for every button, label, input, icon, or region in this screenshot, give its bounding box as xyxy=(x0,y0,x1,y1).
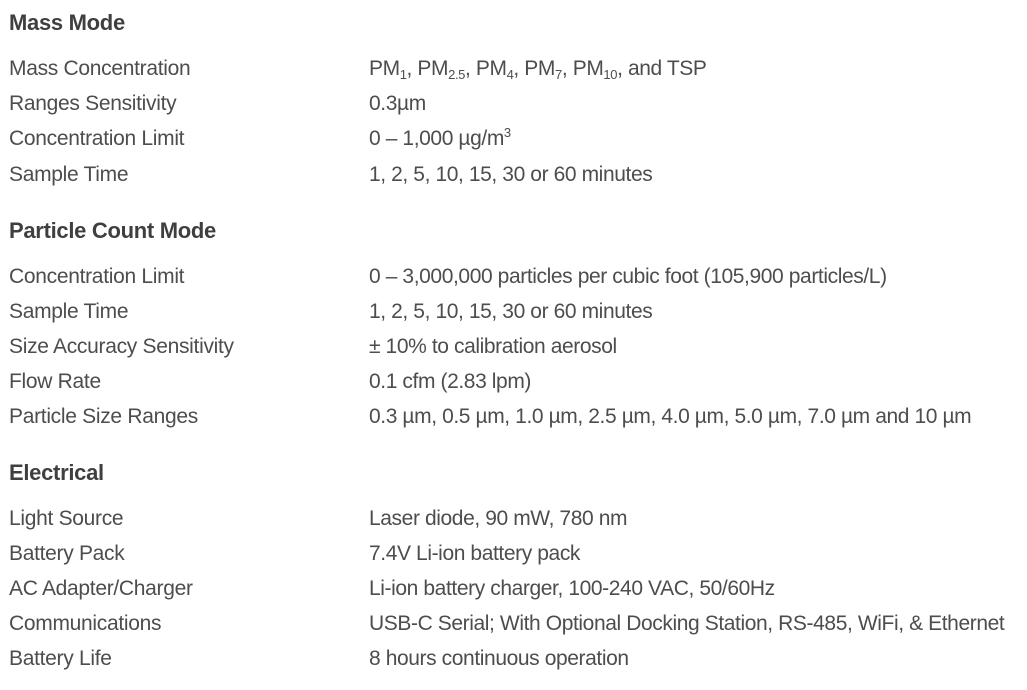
spec-label: Battery Pack xyxy=(9,542,125,565)
spec-value: 0.3 µm, 0.5 µm, 1.0 µm, 2.5 µm, 4.0 µm, 5.0 µm, 7.0 µm and 10 µm xyxy=(369,405,972,428)
spec-row-ac-adapter-charger xyxy=(0,577,1027,611)
spec-value: 0.1 cfm (2.83 lpm) xyxy=(369,370,532,393)
spec-row-particle-size-ranges xyxy=(0,405,1027,439)
section-heading-particle-count-mode: Particle Count Mode xyxy=(9,218,216,243)
spec-label: Size Accuracy Sensitivity xyxy=(9,335,234,358)
spec-value: Li-ion battery charger, 100-240 VAC, 50/60Hz xyxy=(369,577,775,600)
spec-label: Communications xyxy=(9,612,162,635)
spec-row-size-accuracy-sensitivity xyxy=(0,335,1027,369)
spec-value: ± 10% to calibration aerosol xyxy=(369,335,617,358)
spec-label: Concentration Limit xyxy=(9,127,185,150)
spec-value: 7.4V Li-ion battery pack xyxy=(369,542,581,565)
spec-value: 0 – 1,000 $\mu g/m^3$ xyxy=(369,125,511,150)
spec-row-flow-rate xyxy=(0,370,1027,404)
spec-label: Battery Life xyxy=(9,647,112,670)
spec-label: Sample Time xyxy=(9,163,129,186)
spec-row-battery-life xyxy=(0,647,1027,681)
spec-value: 0 – 3,000,000 particles per cubic foot (105,900 particles/L) xyxy=(369,265,887,288)
spec-row-sample-time xyxy=(0,300,1027,334)
spec-label: Particle Size Ranges xyxy=(9,405,198,428)
section-heading-electrical: Electrical xyxy=(9,460,104,485)
spec-value: USB-C Serial; With Optional Docking Station, RS-485, WiFi, & Ethernet xyxy=(369,612,1005,635)
spec-label: Light Source xyxy=(9,507,124,530)
spec-row-concentration-limit xyxy=(0,265,1027,299)
spec-row-mass-concentration xyxy=(0,57,1027,91)
spec-label: Ranges Sensitivity xyxy=(9,92,177,115)
spec-label: Sample Time xyxy=(9,300,129,323)
spec-row-ranges-sensitivity xyxy=(0,92,1027,126)
spec-value: Laser diode, 90 mW, 780 nm xyxy=(369,507,628,530)
spec-value: 0.3µm xyxy=(369,92,426,115)
spec-label: Mass Concentration xyxy=(9,57,191,80)
spec-row-light-source xyxy=(0,507,1027,541)
spec-value: 8 hours continuous operation xyxy=(369,647,629,670)
spec-label: Flow Rate xyxy=(9,370,101,393)
spec-row-communications xyxy=(0,612,1027,646)
spec-row-battery-pack xyxy=(0,542,1027,576)
spec-label: AC Adapter/Charger xyxy=(9,577,193,600)
spec-value: $PM_1$, $PM_{2.5}$, $PM_4$, $PM_7$, $PM_{10}$, and TSP xyxy=(369,57,707,82)
spec-value: 1, 2, 5, 10, 15, 30 or 60 minutes xyxy=(369,163,653,186)
section-heading-mass-mode: Mass Mode xyxy=(9,10,125,35)
spec-row-concentration-limit xyxy=(0,127,1027,161)
spec-label: Concentration Limit xyxy=(9,265,185,288)
spec-value: 1, 2, 5, 10, 15, 30 or 60 minutes xyxy=(369,300,653,323)
spec-row-sample-time xyxy=(0,163,1027,197)
